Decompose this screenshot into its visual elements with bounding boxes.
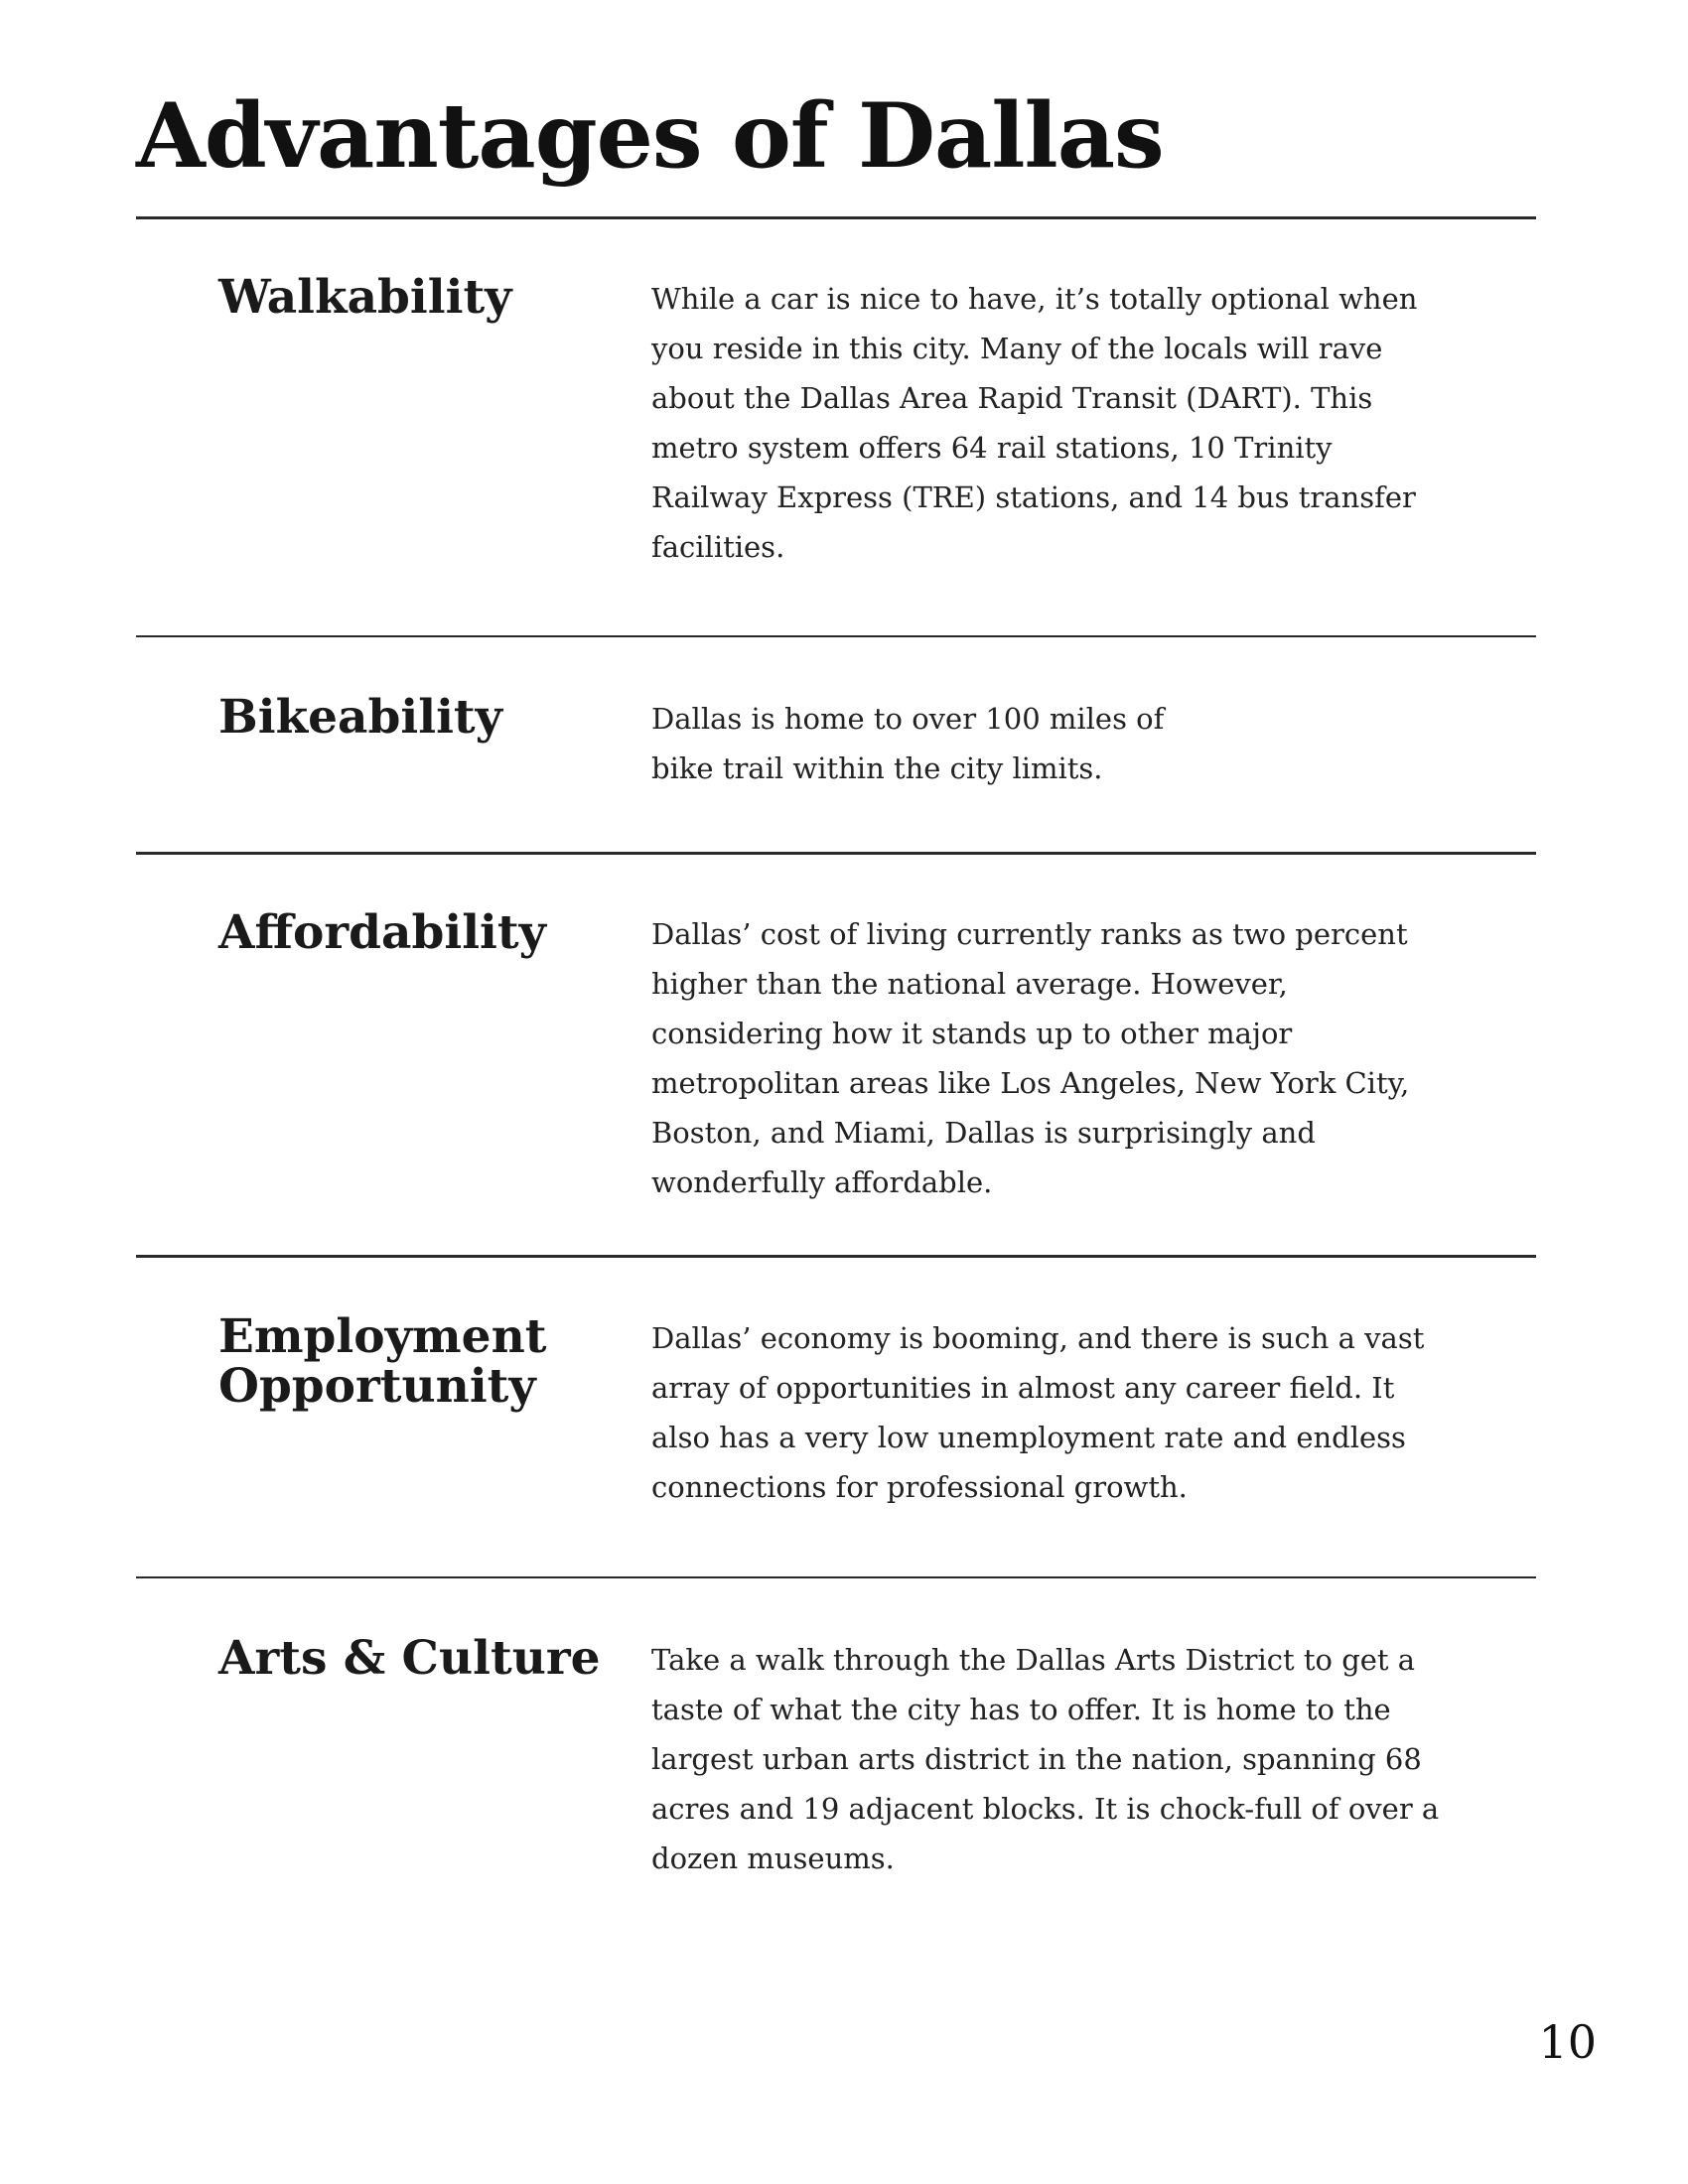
section-heading-bikeability: Bikeability bbox=[218, 690, 502, 745]
section-body-affordability: Dallas’ cost of living currently ranks as two percent higher than the national average. However, considering how it stands up to other major metropolitan areas like Los Angeles, New York City, Boston, and Miami, Dallas is surprisingly and wonderfully affordable. bbox=[651, 917, 1410, 1199]
section-heading-walkability: Walkability bbox=[218, 270, 512, 325]
section-divider bbox=[136, 852, 1536, 855]
section-divider bbox=[136, 1255, 1536, 1258]
title-divider bbox=[136, 216, 1536, 219]
section-body-employment-opportunity: Dallas’ economy is booming, and there is such a vast array of opportunities in almost any career field. It also has a very low unemployment rate and endless connections for professional growth. bbox=[651, 1321, 1425, 1504]
page-number: 10 bbox=[1538, 2015, 1597, 2069]
section-body-walkability: While a car is nice to have, it’s totally optional when you reside in this city. Many of the locals will rave about the Dallas Area Rapid Transit (DART). This metro system offers 64 rail stations, 10 Trinity Railway Express (TRE) stations, and 14 bus transfer facilities. bbox=[651, 282, 1418, 564]
section-heading-employment-opportunity: Employment Opportunity bbox=[218, 1309, 547, 1414]
page-title: Advantages of Dallas bbox=[136, 83, 1164, 189]
section-divider bbox=[136, 1576, 1536, 1578]
section-body-bikeability: Dallas is home to over 100 miles of bike trail within the city limits. bbox=[651, 702, 1165, 785]
section-heading-affordability: Affordability bbox=[218, 905, 546, 960]
section-heading-arts-culture: Arts & Culture bbox=[218, 1631, 601, 1686]
section-divider bbox=[136, 635, 1536, 637]
section-body-arts-culture: Take a walk through the Dallas Arts District to get a taste of what the city has to offer. It is home to the largest urban arts district in the nation, spanning 68 acres and 19 adjacent blocks. It is chock-full of over a dozen museums. bbox=[651, 1643, 1440, 1875]
